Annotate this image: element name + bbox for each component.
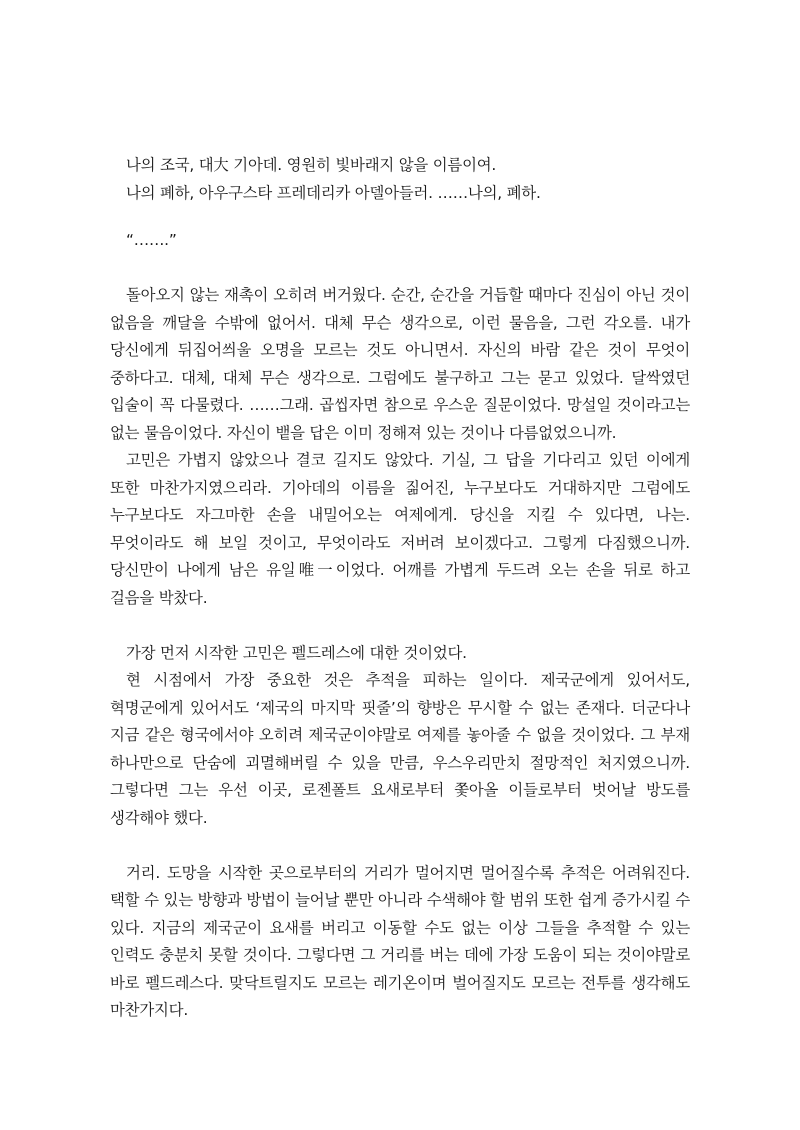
paragraph-gap — [110, 612, 690, 640]
paragraph-hesitation: 돌아오지 않는 재촉이 오히려 버거웠다. 순간, 순간을 거듭할 때마다 진심이 아닌 것이 없음을 깨달을 수밖에 없어서. 대체 무슨 생각으로, 이런 물음을, 그런 각오를. 내가 당신에게 뒤집어씌울 오명을 모르는 것도 아니면서. 자신의 바람 같은 것이 무엇이 중하다고. 대체, 대체 무슨 생각으로. 그럼에도 불구하고 그는 묻고 있었다. 달싹였던 입술이 꼭 다물렸다. ……그래. 곱씹자면 참으로 우스운 질문이었다. 망설일 것이라고는 없는 물음이었다. 자신이 뱉을 답은 이미 정해져 있는 것이나 다름없었으니까. — [110, 286, 690, 442]
paragraph-resolve: 고민은 가볍지 않았으나 결코 길지도 않았다. 기실, 그 답을 기다리고 있던 이에게 또한 마찬가지였으리라. 기아데의 이름을 짊어진, 누구보다도 거대하지만 그럼에도 누구보다도 자그마한 손을 내밀어오는 여제에게. 당신을 지킬 수 있다면, 나는. 무엇이라도 해 보일 것이고, 무엇이라도 저버려 보이겠다고. 그렇게 다짐했으니까. 당신만이 나에게 남은 유일唯一이었다. 어깨를 가볍게 두드려 오는 손을 뒤로 하고 걸음을 박찼다. — [110, 451, 690, 607]
paragraph-homeland: 나의 조국, 대大 기아데. 영원히 빛바래지 않을 이름이여. — [126, 156, 497, 174]
paragraph-feldreth-intro: 가장 먼저 시작한 고민은 펠드레스에 대한 것이었다. — [126, 643, 467, 662]
document-page — [110, 152, 690, 1025]
paragraph-distance: 거리. 도망을 시작한 곳으로부터의 거리가 멀어지면 멀어질수록 추적은 어려워진다. 택할 수 있는 방향과 방법이 늘어날 뿐만 아니라 수색해야 할 범위 또한 쉽게 증가시킬 수 있다. 지금의 제국군이 요새를 버리고 이동할 수도 없는 이상 그들을 추적할 수 있는 인력도 충분치 못할 것이다. 그렇다면 그 거리를 버는 데에 가장 도움이 되는 것이야말로 바로 펠드레스다. 맞닥트릴지도 모르는 레기온이며 벌어질지도 모르는 전투를 생각해도 마찬가지다. — [110, 863, 690, 1019]
paragraph-ellipsis-quote: “…….” — [126, 231, 177, 249]
paragraph-majesty: 나의 폐하, 아우구스타 프레데리카 아델아들러. ……나의, 폐하. — [126, 183, 541, 202]
paragraph-gap — [110, 832, 690, 860]
paragraph-gap — [110, 255, 690, 283]
paragraph-pursuit: 현 시점에서 가장 중요한 것은 추적을 피하는 일이다. 제국군에게 있어서도, 혁명군에게 있어서도 ‘제국의 마지막 핏줄’의 향방은 무시할 수 없는 존재다. 더군다나 지금 같은 형국에서야 오히려 제국군이야말로 여제를 놓아줄 수 없을 것이었다. 그 부재 하나만으로 단숨에 괴멸해버릴 수 있을 만큼, 우스우리만치 절망적인 처지였으니까. 그렇다면 그는 우선 이곳, 로젠폴트 요새로부터 쫓아올 이들로부터 벗어날 방도를 생각해야 했다. — [110, 671, 690, 827]
paragraph-gap — [110, 207, 690, 227]
